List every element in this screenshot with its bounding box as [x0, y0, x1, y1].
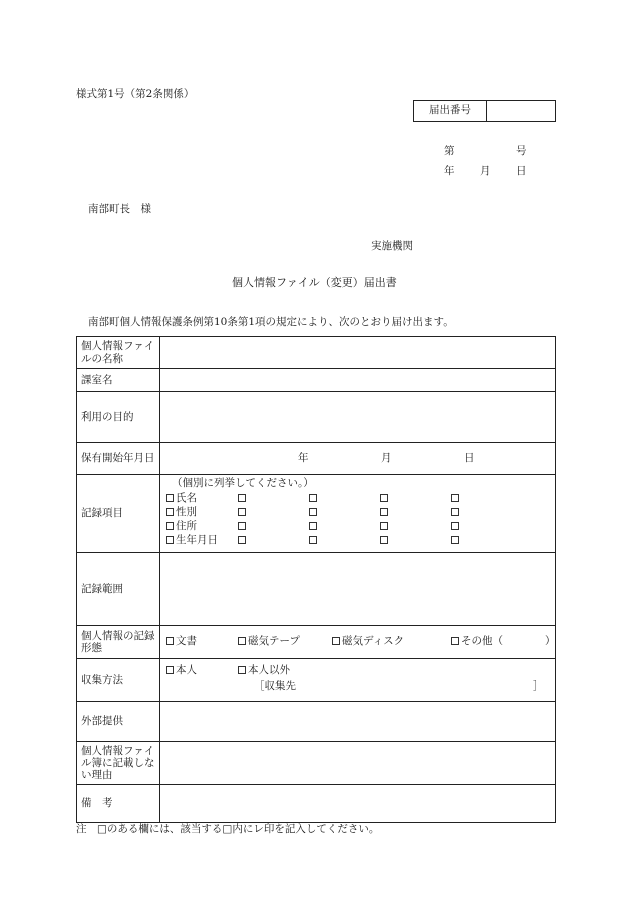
checkbox[interactable]	[238, 506, 248, 519]
intro-text: 南部町個人情報保護条例第10条第1項の規定により、次のとおり届け出ます。	[88, 316, 454, 328]
notification-table	[76, 336, 556, 823]
collection-self[interactable]: 本人	[166, 664, 197, 677]
row-start-date	[77, 443, 556, 475]
date-month: 月	[480, 165, 491, 177]
number-go: 号	[516, 145, 527, 157]
checkbox[interactable]	[451, 492, 461, 505]
agency: 実施機関	[371, 240, 413, 252]
record-form-other[interactable]: その他（ ）	[451, 635, 556, 648]
record-items-label: 記録項目	[77, 475, 160, 553]
row-file-name	[77, 337, 556, 369]
checkbox[interactable]	[166, 508, 174, 516]
record-item-sex[interactable]: 性別	[166, 506, 197, 519]
record-item-birthdate[interactable]: 生年月日	[166, 534, 218, 547]
collection-source-open: ［収集先	[254, 680, 296, 692]
record-range-field[interactable]	[160, 553, 556, 626]
not-listed-reason-field[interactable]	[160, 742, 556, 785]
footnote: 注 □のある欄には、該当する□内にレ印を記入してください。	[76, 823, 380, 835]
row-record-form	[77, 626, 556, 659]
date-year: 年	[444, 165, 455, 177]
checkbox[interactable]	[380, 520, 390, 533]
record-range-label: 記録範囲	[77, 553, 160, 626]
remarks-field[interactable]	[160, 785, 556, 823]
notification-number-field[interactable]	[487, 101, 555, 121]
collection-source-close: ］	[533, 680, 544, 692]
checkbox[interactable]	[309, 520, 319, 533]
checkbox[interactable]	[166, 522, 174, 530]
checkbox[interactable]	[332, 637, 340, 645]
checkbox[interactable]	[166, 494, 174, 502]
start-date-month: 月	[381, 452, 392, 464]
checkbox[interactable]	[238, 534, 248, 547]
checkbox[interactable]	[238, 637, 246, 645]
purpose-field[interactable]	[160, 392, 556, 443]
row-not-listed-reason	[77, 742, 556, 785]
not-listed-reason-label: 個人情報ファイル簿に記載しない理由	[77, 742, 160, 785]
remarks-label: 備 考	[77, 785, 160, 823]
checkbox[interactable]	[380, 506, 390, 519]
row-record-range	[77, 553, 556, 626]
form-title: 個人情報ファイル（変更）届出書	[232, 276, 397, 289]
checkbox[interactable]	[166, 637, 174, 645]
row-remarks	[77, 785, 556, 823]
start-date-field[interactable]	[160, 443, 556, 475]
row-purpose	[77, 392, 556, 443]
checkbox[interactable]	[238, 666, 246, 674]
purpose-label: 利用の目的	[77, 392, 160, 443]
checkbox[interactable]	[166, 536, 174, 544]
collection-field	[160, 659, 556, 702]
record-item-address[interactable]: 住所	[166, 520, 197, 533]
checkbox[interactable]	[380, 534, 390, 547]
addressee: 南部町長 様	[88, 203, 151, 215]
external-label: 外部提供	[77, 702, 160, 742]
record-items-instruction: （個別に列挙してください。）	[172, 477, 314, 489]
checkbox[interactable]	[309, 506, 319, 519]
checkbox[interactable]	[380, 492, 390, 505]
record-form-magnetic-tape[interactable]: 磁気テープ	[238, 635, 300, 648]
style-number: 様式第1号（第2条関係）	[76, 88, 195, 100]
record-form-field	[160, 626, 556, 659]
external-field[interactable]	[160, 702, 556, 742]
start-date-day: 日	[464, 452, 475, 464]
collection-other[interactable]: 本人以外	[238, 664, 290, 677]
section-name-field[interactable]	[160, 369, 556, 392]
notification-number-box	[413, 100, 556, 122]
checkbox[interactable]	[451, 506, 461, 519]
checkbox[interactable]	[451, 637, 459, 645]
collection-label: 収集方法	[77, 659, 160, 702]
number-dai: 第	[444, 145, 455, 157]
record-form-document[interactable]: 文書	[166, 635, 197, 648]
file-name-label: 個人情報ファイルの名称	[77, 337, 160, 369]
record-items-field	[160, 475, 556, 553]
checkbox[interactable]	[451, 534, 461, 547]
checkbox[interactable]	[451, 520, 461, 533]
notification-number-label: 届出番号	[414, 101, 487, 121]
start-date-label: 保有開始年月日	[77, 443, 160, 475]
checkbox[interactable]	[238, 520, 248, 533]
row-external	[77, 702, 556, 742]
file-name-field[interactable]	[160, 337, 556, 369]
row-section-name	[77, 369, 556, 392]
row-collection	[77, 659, 556, 702]
checkbox[interactable]	[309, 534, 319, 547]
record-form-magnetic-disk[interactable]: 磁気ディスク	[332, 635, 404, 648]
date-day: 日	[516, 165, 527, 177]
record-form-label: 個人情報の記録形態	[77, 626, 160, 659]
start-date-year: 年	[298, 452, 309, 464]
row-record-items	[77, 475, 556, 553]
section-name-label: 課室名	[77, 369, 160, 392]
checkbox[interactable]	[309, 492, 319, 505]
record-item-name[interactable]: 氏名	[166, 492, 197, 505]
checkbox[interactable]	[166, 666, 174, 674]
checkbox[interactable]	[238, 492, 248, 505]
